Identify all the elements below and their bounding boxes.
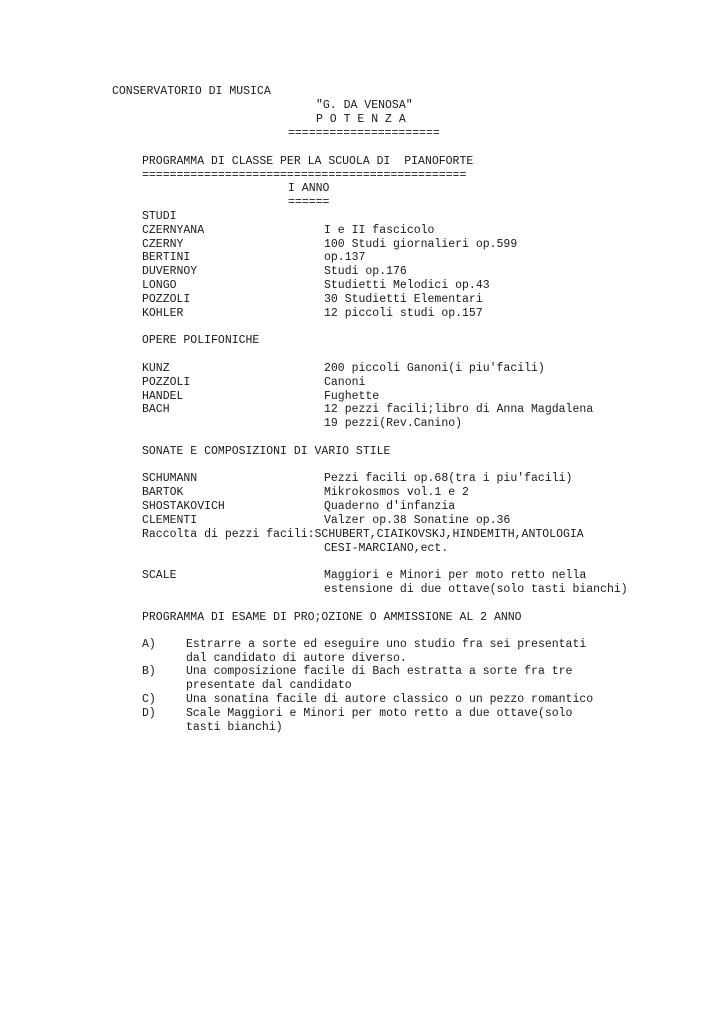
esame-text: Una composizione facile di Bach estratta a sorte fra tre <box>186 665 573 678</box>
esame-marker: B) <box>142 665 156 678</box>
studi-heading: STUDI <box>142 210 177 223</box>
sonate-heading: SONATE E COMPOSIZIONI DI VARIO STILE <box>142 445 391 458</box>
scale-text: estensione di due ottave(solo tasti bianchi) <box>324 583 628 596</box>
esame-text: Scale Maggiori e Minori per moto retto a due ottave(solo <box>186 707 573 720</box>
conservatory-name: "G. DA VENOSA" <box>316 99 413 112</box>
studi-author: DUVERNOY <box>142 265 198 278</box>
sonate-author: CLEMENTI <box>142 514 198 527</box>
studi-work: 30 Studietti Elementari <box>324 293 483 306</box>
year-label: I ANNO <box>288 182 330 195</box>
esame-text: Estrarre a sorte ed eseguire uno studio fra sei presentati <box>186 638 587 651</box>
polifoniche-work: 12 pezzi facili;libro di Anna Magdalena <box>324 403 594 416</box>
studi-work: op.137 <box>324 251 366 264</box>
studi-author: CZERNY <box>142 238 184 251</box>
scale-text: Maggiori e Minori per moto retto nella <box>324 569 587 582</box>
raccolta-line: Raccolta di pezzi facili:SCHUBERT,CIAIKOVSKJ,HINDEMITH,ANTOLOGIA <box>142 528 584 541</box>
polifoniche-author: HANDEL <box>142 390 184 403</box>
sonate-work: Mikrokosmos vol.1 e 2 <box>324 486 469 499</box>
studi-author: CZERNYANA <box>142 224 205 237</box>
sonate-work: Pezzi facili op.68(tra i piu'facili) <box>324 472 573 485</box>
esame-text: Una sonatina facile di autore classico o un pezzo romantico <box>186 693 594 706</box>
institution-name: CONSERVATORIO DI MUSICA <box>112 85 271 98</box>
polifoniche-work: Fughette <box>324 390 380 403</box>
sonate-work: Quaderno d'infanzia <box>324 500 456 513</box>
polifoniche-author: POZZOLI <box>142 376 191 389</box>
polifoniche-author: KUNZ <box>142 362 170 375</box>
program-underline: =============================================== <box>142 169 467 182</box>
studi-author: BERTINI <box>142 251 191 264</box>
studi-work: 100 Studi giornalieri op.599 <box>324 238 518 251</box>
esame-text: presentate dal candidato <box>186 679 352 692</box>
studi-author: LONGO <box>142 279 177 292</box>
esame-heading: PROGRAMMA DI ESAME DI PRO;OZIONE O AMMISSIONE AL 2 ANNO <box>142 611 522 624</box>
raccolta-line: CESI-MARCIANO,ect. <box>324 542 449 555</box>
studi-work: 12 piccoli studi op.157 <box>324 307 483 320</box>
esame-marker: D) <box>142 707 156 720</box>
esame-marker: A) <box>142 638 156 651</box>
header-underline: ====================== <box>288 127 440 140</box>
esame-text: tasti bianchi) <box>186 721 283 734</box>
polifoniche-work: 19 pezzi(Rev.Canino) <box>324 417 463 430</box>
polifoniche-heading: OPERE POLIFONICHE <box>142 334 260 347</box>
year-underline: ====== <box>288 196 330 209</box>
esame-marker: C) <box>142 693 156 706</box>
program-title: PROGRAMMA DI CLASSE PER LA SCUOLA DI PIANOFORTE <box>142 155 474 168</box>
sonate-author: SHOSTAKOVICH <box>142 500 225 513</box>
scale-label: SCALE <box>142 569 177 582</box>
sonate-author: BARTOK <box>142 486 184 499</box>
studi-work: Studietti Melodici op.43 <box>324 279 490 292</box>
sonate-author: SCHUMANN <box>142 472 198 485</box>
studi-author: KOHLER <box>142 307 184 320</box>
polifoniche-author: BACH <box>142 403 170 416</box>
studi-work: I e II fascicolo <box>324 224 435 237</box>
city-name: P O T E N Z A <box>316 113 406 126</box>
sonate-work: Valzer op.38 Sonatine op.36 <box>324 514 511 527</box>
studi-author: POZZOLI <box>142 293 191 306</box>
esame-text: dal candidato di autore diverso. <box>186 652 407 665</box>
studi-work: Studi op.176 <box>324 265 407 278</box>
polifoniche-work: Canoni <box>324 376 366 389</box>
polifoniche-work: 200 piccoli Ganoni(i piu'facili) <box>324 362 545 375</box>
